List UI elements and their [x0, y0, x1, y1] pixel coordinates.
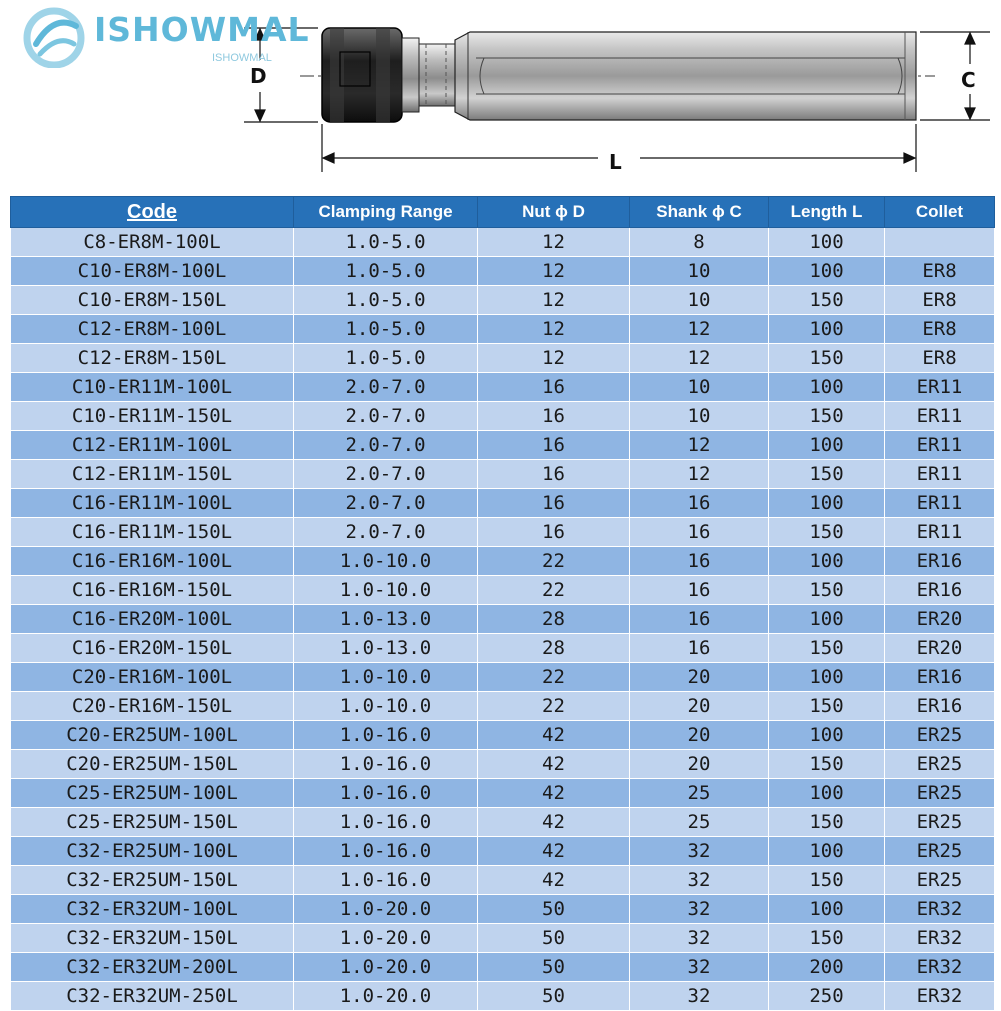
cell-nut-d: 42	[478, 750, 630, 779]
table-row	[11, 837, 995, 866]
cell-collet: ER11	[885, 402, 995, 431]
cell-nut-d: 22	[478, 547, 630, 576]
cell-length-l: 150	[769, 576, 885, 605]
cell-nut-d: 50	[478, 924, 630, 953]
cell-clamping-range: 2.0-7.0	[294, 518, 478, 547]
cell-length-l: 100	[769, 605, 885, 634]
cell-shank-c: 32	[630, 837, 769, 866]
cell-length-l: 150	[769, 344, 885, 373]
cell-nut-d: 42	[478, 721, 630, 750]
cell-code: C32-ER32UM-100L	[11, 895, 294, 924]
cell-shank-c: 16	[630, 547, 769, 576]
cell-shank-c: 16	[630, 576, 769, 605]
cell-collet: ER25	[885, 721, 995, 750]
cell-clamping-range: 2.0-7.0	[294, 489, 478, 518]
cell-shank-c: 32	[630, 953, 769, 982]
cell-code: C25-ER25UM-150L	[11, 808, 294, 837]
cell-shank-c: 20	[630, 721, 769, 750]
cell-nut-d: 16	[478, 518, 630, 547]
cell-shank-c: 12	[630, 315, 769, 344]
cell-clamping-range: 1.0-13.0	[294, 634, 478, 663]
cell-nut-d: 12	[478, 228, 630, 257]
cell-code: C16-ER16M-150L	[11, 576, 294, 605]
table-row	[11, 750, 995, 779]
cell-nut-d: 22	[478, 692, 630, 721]
cell-length-l: 100	[769, 489, 885, 518]
cell-collet: ER20	[885, 605, 995, 634]
table-row	[11, 779, 995, 808]
cell-clamping-range: 1.0-5.0	[294, 228, 478, 257]
cell-nut-d: 16	[478, 402, 630, 431]
table-row	[11, 402, 995, 431]
cell-length-l: 150	[769, 750, 885, 779]
cell-shank-c: 16	[630, 518, 769, 547]
dimension-c-label: C	[961, 68, 976, 92]
table-row	[11, 489, 995, 518]
spec-table	[10, 196, 995, 1011]
cell-collet: ER25	[885, 837, 995, 866]
cell-length-l: 150	[769, 692, 885, 721]
cell-shank-c: 20	[630, 663, 769, 692]
cell-shank-c: 16	[630, 489, 769, 518]
cell-collet: ER16	[885, 547, 995, 576]
cell-collet: ER25	[885, 808, 995, 837]
cell-clamping-range: 1.0-10.0	[294, 663, 478, 692]
cell-collet: ER25	[885, 866, 995, 895]
cell-shank-c: 32	[630, 982, 769, 1011]
cell-shank-c: 12	[630, 344, 769, 373]
table-row	[11, 315, 995, 344]
table-body	[11, 228, 995, 1011]
cell-nut-d: 16	[478, 489, 630, 518]
cell-clamping-range: 1.0-10.0	[294, 692, 478, 721]
cell-clamping-range: 2.0-7.0	[294, 402, 478, 431]
cell-clamping-range: 1.0-5.0	[294, 286, 478, 315]
cell-nut-d: 42	[478, 779, 630, 808]
cell-length-l: 150	[769, 866, 885, 895]
cell-nut-d: 42	[478, 808, 630, 837]
cell-length-l: 250	[769, 982, 885, 1011]
cell-shank-c: 8	[630, 228, 769, 257]
cell-shank-c: 10	[630, 286, 769, 315]
cell-clamping-range: 1.0-16.0	[294, 750, 478, 779]
cell-length-l: 100	[769, 315, 885, 344]
cell-clamping-range: 1.0-13.0	[294, 605, 478, 634]
cell-collet: ER8	[885, 315, 995, 344]
cell-code: C20-ER16M-150L	[11, 692, 294, 721]
cell-collet: ER11	[885, 460, 995, 489]
collet-nut	[322, 28, 402, 122]
brand-logo-icon	[22, 4, 86, 68]
cell-nut-d: 12	[478, 286, 630, 315]
cell-collet: ER16	[885, 663, 995, 692]
table-row	[11, 808, 995, 837]
cell-length-l: 150	[769, 402, 885, 431]
cell-collet: ER11	[885, 373, 995, 402]
table-row	[11, 895, 995, 924]
cell-clamping-range: 1.0-20.0	[294, 982, 478, 1011]
brand-subtext: ISHOWMAL	[212, 52, 272, 64]
table-row	[11, 373, 995, 402]
table-row	[11, 634, 995, 663]
cell-code: C16-ER16M-100L	[11, 547, 294, 576]
cell-nut-d: 22	[478, 663, 630, 692]
cell-shank-c: 10	[630, 257, 769, 286]
cell-code: C10-ER8M-100L	[11, 257, 294, 286]
table-row	[11, 576, 995, 605]
cell-collet: ER11	[885, 489, 995, 518]
dimension-d-label: D	[250, 64, 267, 88]
table-row	[11, 721, 995, 750]
column-header-nut-d: Nut ϕ D	[478, 197, 630, 228]
cell-length-l: 100	[769, 373, 885, 402]
table-row	[11, 924, 995, 953]
cell-shank-c: 12	[630, 431, 769, 460]
column-header-length-l: Length L	[769, 197, 885, 228]
cell-code: C12-ER8M-150L	[11, 344, 294, 373]
cell-collet: ER25	[885, 750, 995, 779]
cell-code: C20-ER16M-100L	[11, 663, 294, 692]
dimension-l-label: L	[609, 150, 622, 174]
table-row	[11, 228, 995, 257]
column-header-collet: Collet	[885, 197, 995, 228]
cell-nut-d: 12	[478, 315, 630, 344]
cell-clamping-range: 1.0-20.0	[294, 924, 478, 953]
cell-collet: ER32	[885, 982, 995, 1011]
cell-code: C16-ER20M-100L	[11, 605, 294, 634]
brand-logo	[22, 4, 310, 74]
cell-nut-d: 28	[478, 605, 630, 634]
cell-collet	[885, 228, 995, 257]
shank	[455, 32, 916, 120]
cell-collet: ER8	[885, 344, 995, 373]
cell-nut-d: 22	[478, 576, 630, 605]
cell-code: C32-ER32UM-250L	[11, 982, 294, 1011]
cell-clamping-range: 2.0-7.0	[294, 431, 478, 460]
cell-length-l: 150	[769, 924, 885, 953]
cell-nut-d: 16	[478, 373, 630, 402]
cell-collet: ER11	[885, 518, 995, 547]
column-header-code: Code	[11, 197, 294, 228]
cell-nut-d: 16	[478, 460, 630, 489]
cell-code: C10-ER11M-100L	[11, 373, 294, 402]
table-row	[11, 982, 995, 1011]
cell-length-l: 100	[769, 228, 885, 257]
cell-length-l: 150	[769, 286, 885, 315]
cell-shank-c: 32	[630, 866, 769, 895]
table-row	[11, 605, 995, 634]
table-row	[11, 257, 995, 286]
column-header-shank-c: Shank ϕ C	[630, 197, 769, 228]
cell-shank-c: 32	[630, 895, 769, 924]
cell-clamping-range: 1.0-5.0	[294, 315, 478, 344]
cell-nut-d: 12	[478, 344, 630, 373]
cell-shank-c: 25	[630, 808, 769, 837]
cell-clamping-range: 1.0-10.0	[294, 547, 478, 576]
table-row	[11, 953, 995, 982]
cell-code: C20-ER25UM-150L	[11, 750, 294, 779]
table-row	[11, 431, 995, 460]
cell-clamping-range: 1.0-10.0	[294, 576, 478, 605]
cell-shank-c: 25	[630, 779, 769, 808]
cell-length-l: 200	[769, 953, 885, 982]
cell-shank-c: 12	[630, 460, 769, 489]
cell-length-l: 150	[769, 634, 885, 663]
cell-clamping-range: 2.0-7.0	[294, 373, 478, 402]
cell-shank-c: 10	[630, 373, 769, 402]
cell-collet: ER8	[885, 257, 995, 286]
cell-shank-c: 20	[630, 750, 769, 779]
cell-length-l: 100	[769, 547, 885, 576]
table-row	[11, 663, 995, 692]
cell-collet: ER16	[885, 576, 995, 605]
table-row	[11, 286, 995, 315]
cell-collet: ER25	[885, 779, 995, 808]
cell-clamping-range: 1.0-5.0	[294, 344, 478, 373]
cell-clamping-range: 1.0-16.0	[294, 808, 478, 837]
cell-nut-d: 42	[478, 866, 630, 895]
cell-nut-d: 12	[478, 257, 630, 286]
table-row	[11, 547, 995, 576]
cell-length-l: 150	[769, 518, 885, 547]
table-row	[11, 518, 995, 547]
cell-collet: ER16	[885, 692, 995, 721]
cell-clamping-range: 1.0-16.0	[294, 866, 478, 895]
cell-code: C32-ER32UM-150L	[11, 924, 294, 953]
cell-length-l: 100	[769, 895, 885, 924]
neck	[419, 44, 455, 106]
cell-shank-c: 16	[630, 634, 769, 663]
cell-collet: ER32	[885, 924, 995, 953]
cell-code: C32-ER25UM-100L	[11, 837, 294, 866]
cell-length-l: 100	[769, 663, 885, 692]
cell-code: C12-ER11M-150L	[11, 460, 294, 489]
cell-code: C32-ER32UM-200L	[11, 953, 294, 982]
cell-code: C16-ER11M-100L	[11, 489, 294, 518]
cell-length-l: 150	[769, 460, 885, 489]
cell-code: C20-ER25UM-100L	[11, 721, 294, 750]
table-row	[11, 692, 995, 721]
cell-shank-c: 10	[630, 402, 769, 431]
cell-shank-c: 20	[630, 692, 769, 721]
cell-length-l: 100	[769, 257, 885, 286]
cell-clamping-range: 1.0-16.0	[294, 779, 478, 808]
cell-collet: ER11	[885, 431, 995, 460]
cell-clamping-range: 1.0-20.0	[294, 953, 478, 982]
cell-code: C10-ER8M-150L	[11, 286, 294, 315]
cell-length-l: 100	[769, 431, 885, 460]
cell-code: C16-ER11M-150L	[11, 518, 294, 547]
cell-clamping-range: 1.0-16.0	[294, 837, 478, 866]
cell-clamping-range: 2.0-7.0	[294, 460, 478, 489]
cell-length-l: 100	[769, 721, 885, 750]
cell-clamping-range: 1.0-20.0	[294, 895, 478, 924]
cell-shank-c: 32	[630, 924, 769, 953]
table-row	[11, 460, 995, 489]
cell-nut-d: 16	[478, 431, 630, 460]
cell-nut-d: 42	[478, 837, 630, 866]
cell-length-l: 100	[769, 779, 885, 808]
cell-collet: ER8	[885, 286, 995, 315]
cell-clamping-range: 1.0-5.0	[294, 257, 478, 286]
cell-code: C25-ER25UM-100L	[11, 779, 294, 808]
table-row	[11, 344, 995, 373]
cell-shank-c: 16	[630, 605, 769, 634]
cell-collet: ER32	[885, 895, 995, 924]
table-header-row	[11, 197, 995, 228]
cell-nut-d: 50	[478, 953, 630, 982]
cell-length-l: 150	[769, 808, 885, 837]
cell-length-l: 100	[769, 837, 885, 866]
cell-collet: ER20	[885, 634, 995, 663]
cell-nut-d: 28	[478, 634, 630, 663]
cell-nut-d: 50	[478, 895, 630, 924]
cell-nut-d: 50	[478, 982, 630, 1011]
column-header-clamping-range: Clamping Range	[294, 197, 478, 228]
table-row	[11, 866, 995, 895]
cell-code: C16-ER20M-150L	[11, 634, 294, 663]
cell-code: C32-ER25UM-150L	[11, 866, 294, 895]
brand-name: ISHOWMAL	[94, 10, 310, 49]
collar	[402, 38, 419, 112]
cell-code: C12-ER11M-100L	[11, 431, 294, 460]
cell-clamping-range: 1.0-16.0	[294, 721, 478, 750]
cell-collet: ER32	[885, 953, 995, 982]
cell-code: C12-ER8M-100L	[11, 315, 294, 344]
cell-code: C8-ER8M-100L	[11, 228, 294, 257]
cell-code: C10-ER11M-150L	[11, 402, 294, 431]
